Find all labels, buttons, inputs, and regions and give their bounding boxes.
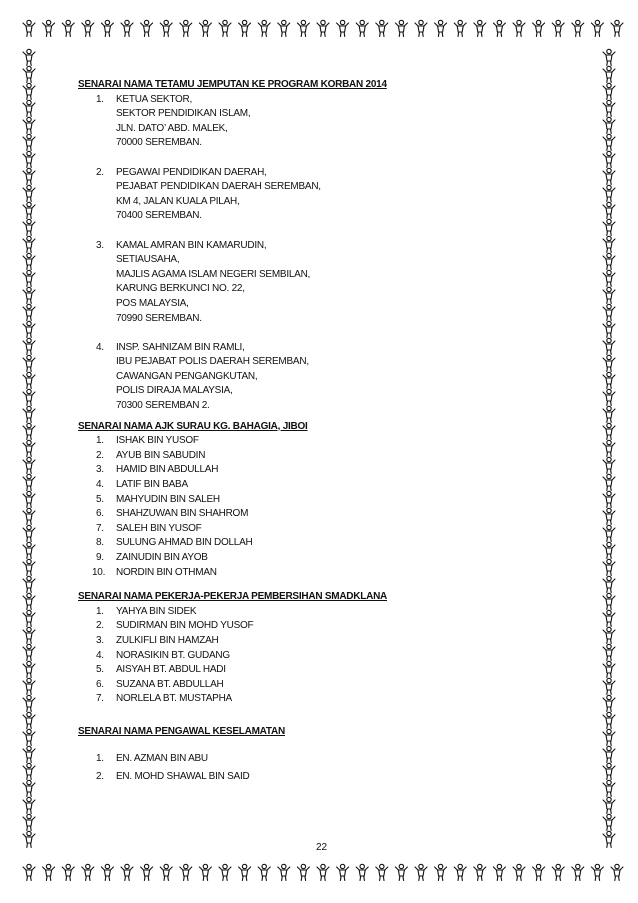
student-figure-icon (415, 864, 427, 880)
decorative-border-right (594, 0, 624, 903)
section-heading: SENARAI NAMA PENGAWAL KESELAMATAN (78, 725, 285, 737)
item-number: 1. (96, 752, 104, 764)
item-name: YAHYA BIN SIDEK (116, 605, 197, 617)
address-line: PEGAWAI PENDIDIKAN DAERAH, (116, 166, 267, 178)
list-item (78, 449, 578, 464)
student-figure-icon (23, 423, 35, 439)
student-figure-icon (101, 20, 113, 36)
item-name: ZAINUDIN BIN AYOB (116, 552, 208, 563)
student-figure-icon (552, 20, 564, 36)
student-figure-icon (603, 83, 615, 99)
entry-number: 2. (96, 166, 104, 178)
student-figure-icon (603, 695, 615, 711)
student-figure-icon (603, 627, 615, 643)
student-figure-icon (141, 864, 153, 880)
student-figure-icon (23, 49, 35, 65)
item-number: 1. (96, 605, 104, 617)
address-line: KM 4, JALAN KUALA PILAH, (116, 195, 240, 207)
student-figure-icon (376, 864, 388, 880)
item-number: 6. (96, 508, 104, 520)
student-figure-icon (603, 491, 615, 507)
student-figure-icon (82, 864, 94, 880)
student-figure-icon (23, 66, 35, 82)
item-number: 5. (96, 664, 104, 676)
student-figure-icon (493, 20, 505, 36)
item-number: 9. (96, 552, 104, 563)
item-name: NORASIKIN BT. GUDANG (116, 649, 230, 661)
item-name: SHAHZUWAN BIN SHAHROM (116, 508, 249, 520)
student-figure-icon (603, 185, 615, 201)
list-item (78, 678, 578, 693)
student-figure-icon (23, 406, 35, 422)
item-name: NORLELA BT. MUSTAPHA (116, 693, 232, 705)
student-figure-icon (23, 780, 35, 796)
list-item (78, 493, 578, 508)
section-cleaning-workers (78, 590, 578, 707)
item-name: ISHAK BIN YUSOF (116, 435, 199, 447)
student-figure-icon (572, 864, 584, 880)
list-item (78, 463, 578, 478)
student-figure-icon (219, 20, 231, 36)
student-figure-icon (297, 864, 309, 880)
item-name: SUZANA BT. ABDULLAH (116, 678, 224, 690)
student-figure-icon (23, 151, 35, 167)
student-figure-icon (603, 117, 615, 133)
student-figure-icon (435, 864, 447, 880)
section-security-guards (78, 725, 578, 785)
address-line: 70300 SEREMBAN 2. (116, 400, 210, 412)
student-figure-icon (23, 661, 35, 677)
student-figure-icon (603, 151, 615, 167)
student-figure-icon (603, 746, 615, 762)
student-figure-icon (395, 864, 407, 880)
student-figure-icon (121, 864, 133, 880)
item-number: 3. (96, 464, 104, 476)
student-figure-icon (513, 20, 525, 36)
student-figure-icon (317, 864, 329, 880)
student-figure-icon (23, 270, 35, 286)
student-figure-icon (23, 389, 35, 405)
student-figure-icon (23, 763, 35, 779)
page-number: 22 (316, 842, 328, 853)
student-figure-icon (603, 168, 615, 184)
decorative-border-left (14, 0, 44, 903)
student-figure-icon (101, 864, 113, 880)
student-figure-icon (23, 831, 35, 847)
student-figure-icon (23, 746, 35, 762)
entry-number: 4. (96, 341, 104, 353)
student-figure-icon (603, 440, 615, 456)
student-figure-icon (23, 797, 35, 813)
item-number: 10. (92, 566, 106, 578)
student-figure-icon (297, 20, 309, 36)
list-item (78, 692, 578, 707)
student-figure-icon (603, 780, 615, 796)
student-figure-icon (603, 304, 615, 320)
student-figure-icon (23, 134, 35, 150)
student-figure-icon (23, 491, 35, 507)
student-figure-icon (603, 423, 615, 439)
student-figure-icon (493, 864, 505, 880)
student-figure-icon (121, 20, 133, 36)
student-figure-icon (603, 797, 615, 813)
student-figure-icon (160, 864, 172, 880)
student-figure-icon (23, 219, 35, 235)
student-figure-icon (337, 20, 349, 36)
item-name: SUDIRMAN BIN MOHD YUSOF (116, 620, 254, 632)
student-figure-icon (603, 729, 615, 745)
student-figure-icon (603, 66, 615, 82)
student-figure-icon (474, 20, 486, 36)
student-figure-icon (23, 440, 35, 456)
student-figure-icon (23, 338, 35, 354)
student-figure-icon (23, 508, 35, 524)
item-number: 7. (96, 693, 104, 705)
student-figure-icon (23, 372, 35, 388)
student-figure-icon (552, 864, 564, 880)
student-figure-icon (603, 763, 615, 779)
student-figure-icon (23, 712, 35, 728)
student-figure-icon (23, 525, 35, 541)
student-figure-icon (199, 864, 211, 880)
item-name: AYUB BIN SABUDIN (116, 449, 206, 461)
item-number: 4. (96, 479, 104, 491)
student-figure-icon (603, 321, 615, 337)
student-figure-icon (317, 20, 329, 36)
student-figure-icon (603, 338, 615, 354)
section-heading: SENARAI NAMA TETAMU JEMPUTAN KE PROGRAM KORBAN 2014 (78, 79, 387, 90)
item-number: 7. (96, 522, 104, 534)
student-figure-icon (603, 287, 615, 303)
student-figure-icon (23, 678, 35, 694)
student-figure-icon (180, 864, 192, 880)
student-figure-icon (603, 508, 615, 524)
item-name: LATIF BIN BABA (116, 479, 188, 491)
student-figure-icon (603, 678, 615, 694)
student-figure-icon (454, 20, 466, 36)
student-figure-icon (435, 20, 447, 36)
address-line: KAMAL AMRAN BIN KAMARUDIN, (116, 239, 267, 251)
section-surau-committee (78, 420, 578, 581)
student-figure-icon (603, 576, 615, 592)
address-line: POLIS DIRAJA MALAYSIA, (116, 385, 233, 397)
student-figure-icon (572, 20, 584, 36)
student-figure-icon (239, 20, 251, 36)
student-figure-icon (199, 20, 211, 36)
item-name: SALEH BIN YUSOF (116, 522, 202, 534)
list-item (78, 649, 578, 664)
item-number: 3. (96, 634, 104, 646)
list-item (78, 522, 578, 537)
student-figure-icon (43, 864, 55, 880)
document-content (78, 78, 578, 785)
student-figure-icon (603, 389, 615, 405)
decorative-border-top (0, 14, 638, 44)
item-number: 1. (96, 435, 104, 447)
address-line: SEKTOR PENDIDIKAN ISLAM, (116, 108, 251, 120)
item-number: 2. (96, 771, 104, 783)
student-figure-icon (219, 864, 231, 880)
address-line: 70990 SEREMBAN. (116, 312, 202, 324)
list-item (78, 434, 578, 449)
address-line: JLN. DATO’ ABD. MALEK, (116, 122, 228, 134)
address-line: MAJLIS AGAMA ISLAM NEGERI SEMBILAN, (116, 268, 311, 280)
student-figure-icon (23, 610, 35, 626)
item-name: ZULKIFLI BIN HAMZAH (116, 634, 219, 646)
item-name: EN. MOHD SHAWAL BIN SAID (116, 771, 250, 783)
student-figure-icon (23, 576, 35, 592)
student-figure-icon (239, 864, 251, 880)
list-item (78, 663, 578, 678)
section-guest-list (78, 78, 578, 414)
student-figure-icon (23, 253, 35, 269)
student-figure-icon (23, 321, 35, 337)
student-figure-icon (43, 20, 55, 36)
item-name: NORDIN BIN OTHMAN (116, 566, 217, 578)
decorative-border-bottom (0, 858, 638, 888)
list-item (78, 605, 578, 620)
address-line: 70400 SEREMBAN. (116, 210, 202, 222)
student-figure-icon (160, 20, 172, 36)
item-number: 4. (96, 649, 104, 661)
student-figure-icon (603, 202, 615, 218)
student-figure-icon (23, 814, 35, 830)
student-figure-icon (23, 474, 35, 490)
student-figure-icon (533, 20, 545, 36)
student-figure-icon (278, 20, 290, 36)
student-figure-icon (603, 372, 615, 388)
student-figure-icon (603, 474, 615, 490)
address-line: POS MALAYSIA, (116, 297, 189, 309)
list-item (78, 566, 578, 581)
item-name: AISYAH BT. ABDUL HADI (116, 664, 226, 676)
student-figure-icon (603, 253, 615, 269)
guest-entry (78, 239, 578, 327)
student-figure-icon (141, 20, 153, 36)
student-figure-icon (23, 83, 35, 99)
student-figure-icon (603, 406, 615, 422)
student-figure-icon (23, 355, 35, 371)
address-line: SETIAUSAHA, (116, 254, 180, 266)
student-figure-icon (603, 525, 615, 541)
list-item (78, 770, 578, 785)
item-number: 6. (96, 678, 104, 690)
student-figure-icon (603, 219, 615, 235)
item-number: 2. (96, 620, 104, 632)
student-figure-icon (603, 100, 615, 116)
item-name: HAMID BIN ABDULLAH (116, 464, 219, 476)
student-figure-icon (415, 20, 427, 36)
student-figure-icon (180, 20, 192, 36)
student-figure-icon (376, 20, 388, 36)
student-figure-icon (62, 864, 74, 880)
student-figure-icon (603, 712, 615, 728)
student-figure-icon (23, 185, 35, 201)
student-figure-icon (603, 661, 615, 677)
student-figure-icon (23, 304, 35, 320)
entry-number: 1. (96, 93, 104, 105)
student-figure-icon (23, 644, 35, 660)
student-figure-icon (23, 202, 35, 218)
student-figure-icon (62, 20, 74, 36)
address-line: PEJABAT PENDIDIKAN DAERAH SEREMBAN, (116, 181, 321, 193)
student-figure-icon (603, 355, 615, 371)
student-figure-icon (603, 814, 615, 830)
student-figure-icon (454, 864, 466, 880)
student-figure-icon (23, 168, 35, 184)
item-number: 8. (96, 537, 104, 549)
item-name: SULUNG AHMAD BIN DOLLAH (116, 537, 253, 549)
student-figure-icon (23, 287, 35, 303)
student-figure-icon (82, 20, 94, 36)
list-item (78, 752, 578, 767)
student-figure-icon (23, 559, 35, 575)
student-figure-icon (603, 610, 615, 626)
student-figure-icon (356, 20, 368, 36)
list-item (78, 551, 578, 566)
address-line: 70000 SEREMBAN. (116, 137, 202, 149)
section-heading: SENARAI NAMA AJK SURAU KG. BAHAGIA, JIBOI (78, 420, 308, 432)
guest-entry (78, 93, 578, 151)
list-item (78, 507, 578, 522)
student-figure-icon (603, 542, 615, 558)
student-figure-icon (23, 457, 35, 473)
student-figure-icon (533, 864, 545, 880)
student-figure-icon (603, 134, 615, 150)
student-figure-icon (278, 864, 290, 880)
address-line: KETUA SEKTOR, (116, 93, 193, 105)
item-number: 5. (96, 493, 104, 505)
address-line: IBU PEJABAT POLIS DAERAH SEREMBAN, (116, 356, 309, 368)
student-figure-icon (603, 831, 615, 847)
student-figure-icon (258, 20, 270, 36)
student-figure-icon (356, 864, 368, 880)
guest-entry (78, 341, 578, 414)
student-figure-icon (603, 270, 615, 286)
student-figure-icon (603, 49, 615, 65)
student-figure-icon (603, 593, 615, 609)
student-figure-icon (474, 864, 486, 880)
student-figure-icon (23, 627, 35, 643)
student-figure-icon (603, 236, 615, 252)
student-figure-icon (395, 20, 407, 36)
student-figure-icon (23, 542, 35, 558)
student-figure-icon (23, 117, 35, 133)
guest-entry (78, 166, 578, 224)
address-line: CAWANGAN PENGANGKUTAN, (116, 370, 258, 382)
address-line: KARUNG BERKUNCI NO. 22, (116, 283, 245, 295)
student-figure-icon (23, 695, 35, 711)
list-item (78, 536, 578, 551)
list-item (78, 478, 578, 493)
student-figure-icon (513, 864, 525, 880)
student-figure-icon (23, 100, 35, 116)
entry-number: 3. (96, 239, 104, 251)
student-figure-icon (23, 729, 35, 745)
item-name: EN. AZMAN BIN ABU (116, 752, 208, 764)
item-number: 2. (96, 449, 104, 461)
student-figure-icon (23, 236, 35, 252)
student-figure-icon (258, 864, 270, 880)
item-name: MAHYUDIN BIN SALEH (116, 493, 220, 505)
section-heading: SENARAI NAMA PEKERJA-PEKERJA PEMBERSIHAN SMADKLANA (78, 591, 388, 603)
student-figure-icon (603, 559, 615, 575)
student-figure-icon (337, 864, 349, 880)
student-figure-icon (23, 593, 35, 609)
list-item (78, 619, 578, 634)
list-item (78, 634, 578, 649)
student-figure-icon (603, 644, 615, 660)
student-figure-icon (603, 457, 615, 473)
address-line: INSP. SAHNIZAM BIN RAMLI, (116, 341, 245, 353)
